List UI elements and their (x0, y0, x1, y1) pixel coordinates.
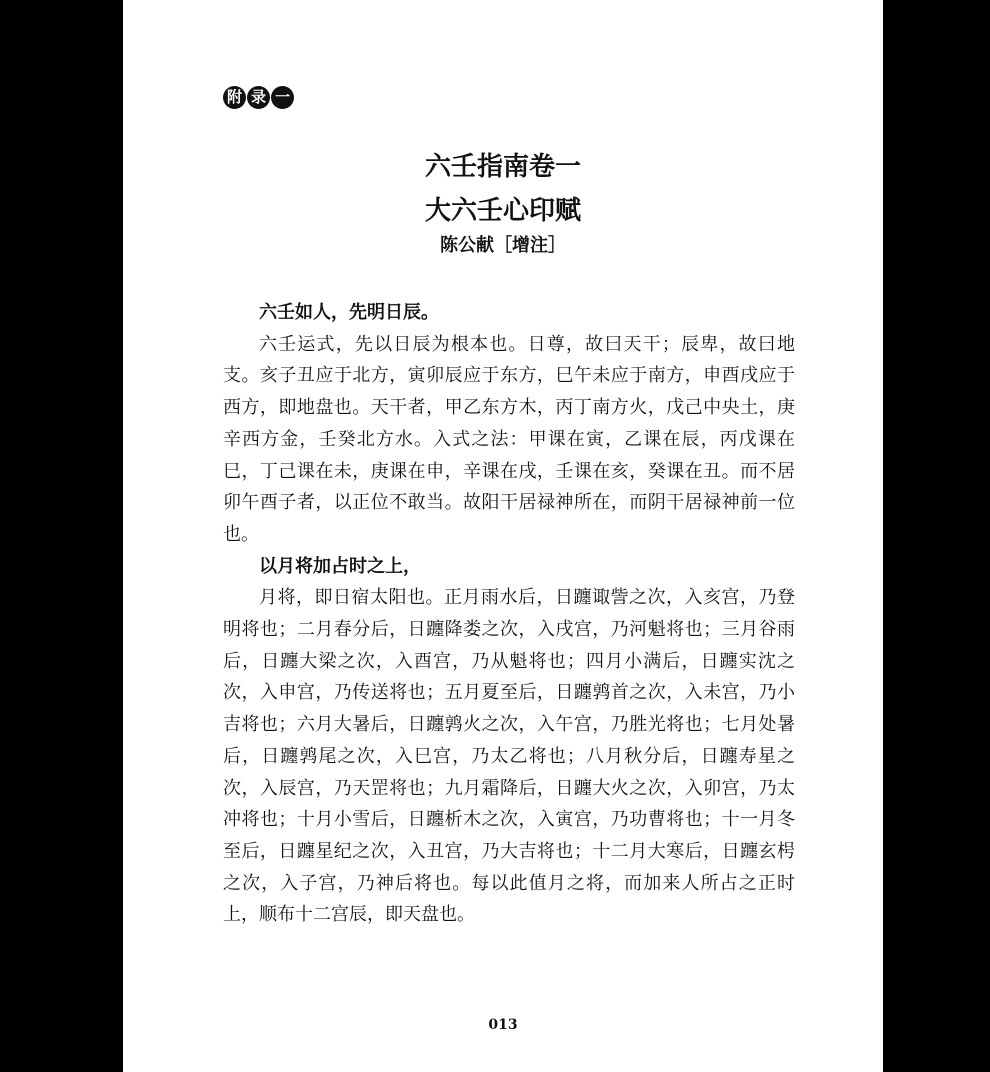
appendix-label (223, 86, 294, 109)
body-text (223, 297, 795, 931)
appendix-char: 一 (271, 86, 294, 109)
author-line: 陈公献［增注］ (440, 235, 566, 256)
verse-heading: 六壬如人，先明日辰。 (259, 302, 439, 323)
page-number: 013 (488, 1017, 518, 1033)
book-volume-title: 六壬指南卷一 (424, 152, 581, 182)
appendix-char: 附 (223, 86, 246, 109)
verse-heading: 以月将加占时之上， (259, 555, 421, 577)
book-page (123, 0, 883, 1072)
chapter-title: 大六壬心印赋 (424, 196, 581, 226)
appendix-char: 录 (247, 86, 270, 109)
commentary-paragraph: 六壬运式，先以日辰为根本也。日尊，故曰天干；辰卑，故曰地支。亥子丑应于北方，寅卯辰应于东方，巳午未应于南方，申酉戌应于西方，即地盘也。天干者，甲乙东方木，丙丁南方火，戊己中央土，庚辛西方金，壬癸北方水。入式之法：甲课在寅，乙课在辰，丙戊课在巳，丁己课在未，庚课在申，辛课在戌，壬课在亥，癸课在丑。而不居卯午酉子者，以正位不敢当。故阳干居禄神所在，而阴干居禄神前一位也。 (223, 333, 795, 545)
commentary-paragraph: 月将，即日宿太阳也。正月雨水后，日躔诹訾之次，入亥宫，乃登明将也；二月春分后，日躔降娄之次，入戌宫，乃河魁将也；三月谷雨后，日躔大梁之次，入酉宫，乃从魁将也；四月小满后，日躔实沈之次，入申宫，乃传送将也；五月夏至后，日躔鹑首之次，入未宫，乃小吉将也；六月大暑后，日躔鹑火之次，入午宫，乃胜光将也；七月处暑后，日躔鹑尾之次，入巳宫，乃太乙将也；八月秋分后，日躔寿星之次，入辰宫，乃天罡将也；九月霜降后，日躔大火之次，入卯宫，乃太冲将也；十月小雪后，日躔析木之次，入寅宫，乃功曹将也；十一月冬至后，日躔星纪之次，入丑宫，乃大吉将也；十二月大寒后，日躔玄枵之次，入子宫，乃神后将也。每以此值月之将，而加来人所占之正时上，顺布十二宫辰，即天盘也。 (223, 587, 795, 926)
